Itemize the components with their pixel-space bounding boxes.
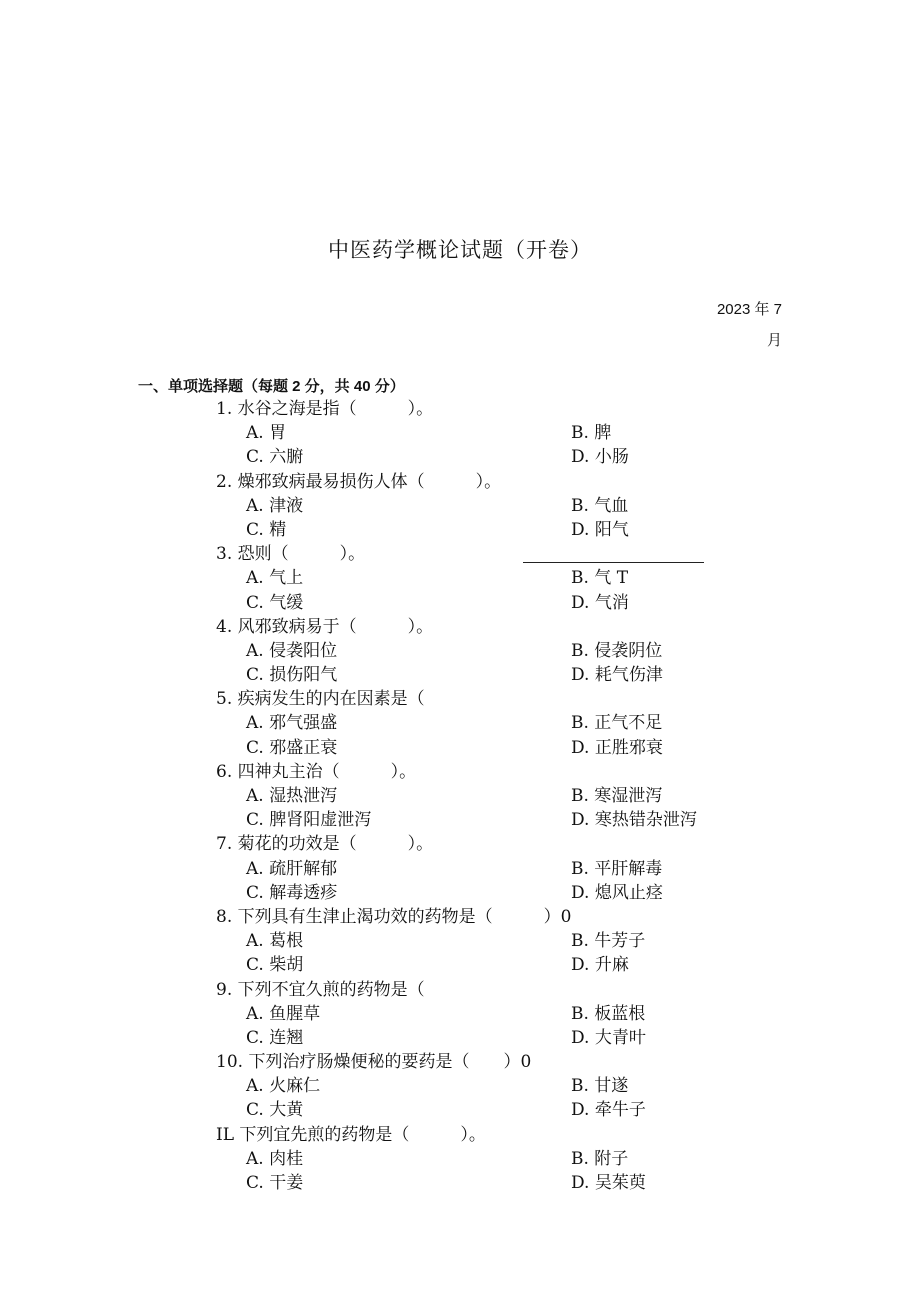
option-row [0, 953, 920, 977]
question-stem [0, 542, 920, 566]
option-a: A. 邪气强盛 [246, 713, 338, 734]
option-row [0, 591, 920, 615]
question-stem [0, 1123, 920, 1147]
question-stem [0, 1050, 920, 1074]
option-b: B. 板蓝根 [571, 1003, 646, 1024]
option-b: B. 脾 [571, 423, 612, 444]
option-d: D. 大青叶 [571, 1027, 646, 1048]
option-c: C. 连翘 [246, 1027, 304, 1048]
option-c: C. 损伤阳气 [246, 665, 338, 686]
question-text: 2. 燥邪致病最易损伤人体（ ）。 [216, 471, 502, 492]
option-row [0, 663, 920, 687]
option-d: D. 升麻 [571, 955, 629, 976]
option-row [0, 518, 920, 542]
option-c: C. 干姜 [246, 1173, 304, 1193]
option-b: B. 气血 [571, 495, 629, 516]
option-row [0, 1002, 920, 1026]
option-row [0, 1098, 920, 1122]
option-a: A. 气上 [246, 568, 304, 589]
question-stem [0, 905, 920, 929]
question-stem [0, 978, 920, 1002]
question-stem [0, 615, 920, 639]
question-text: 9. 下列不宜久煎的药物是（ [216, 979, 425, 1000]
option-d: D. 阳气 [571, 519, 629, 540]
question-text: 7. 菊花的功效是（ ）。 [216, 834, 434, 855]
option-a: A. 火麻仁 [246, 1076, 321, 1097]
option-b: B. 平肝解毒 [571, 858, 663, 879]
option-row [0, 929, 920, 953]
question-text: IL 下列宜先煎的药物是（ ）。 [216, 1124, 486, 1145]
question-text: 6. 四神丸主治（ ）。 [216, 761, 417, 782]
option-row [0, 639, 920, 663]
option-d: D. 寒热错杂泄泻 [571, 810, 697, 831]
option-b: B. 寒湿泄泻 [571, 786, 663, 806]
section-heading: 一、单项选择题（每题 2 分，共 40 分） [138, 378, 405, 395]
option-b: B. 甘遂 [571, 1076, 629, 1097]
option-row [0, 1147, 920, 1171]
option-d: D. 牵牛子 [571, 1100, 646, 1121]
option-row [0, 857, 920, 881]
option-b: B. 气 T [571, 568, 629, 589]
option-d: D. 正胜邪衰 [571, 737, 663, 758]
option-row [0, 711, 920, 735]
question-stem [0, 397, 920, 421]
question-text: 5. 疾病发生的内在因素是（ [216, 689, 425, 710]
question-text: 8. 下列具有生津止渴功效的药物是（ ）0 [216, 906, 572, 927]
option-c: C. 解毒透疹 [246, 882, 338, 903]
question-text: 4. 风邪致病易于（ ）。 [216, 616, 434, 637]
option-b: B. 牛芳子 [571, 931, 646, 952]
option-a: A. 津液 [246, 495, 304, 516]
option-b: B. 侵袭阴位 [571, 640, 663, 661]
date-line-1: 2023 年 7 [716, 301, 782, 318]
option-a: A. 湿热泄泻 [246, 786, 338, 806]
option-d: D. 耗气伤津 [571, 665, 663, 686]
option-row [0, 1171, 920, 1195]
date-line-2: 月 [766, 332, 782, 349]
option-row [0, 784, 920, 808]
option-d: D. 熄风止痉 [571, 882, 663, 903]
option-a: A. 疏肝解郁 [246, 858, 338, 879]
question-list [0, 397, 920, 1195]
option-b: B. 正气不足 [571, 713, 663, 734]
question-stem [0, 470, 920, 494]
exam-date [662, 294, 782, 356]
option-row [0, 1026, 920, 1050]
exam-title: 中医药学概论试题（开卷） [328, 238, 592, 262]
option-d: D. 小肠 [571, 447, 629, 468]
option-c: C. 精 [246, 519, 287, 540]
question-text: 3. 恐则（ ）。 [216, 544, 366, 565]
option-row [0, 421, 920, 445]
option-a: A. 鱼腥草 [246, 1003, 321, 1024]
option-c: C. 大黄 [246, 1100, 304, 1121]
option-row [0, 736, 920, 760]
option-a: A. 肉桂 [246, 1148, 304, 1169]
option-c: C. 邪盛正衰 [246, 737, 338, 758]
option-c: C. 柴胡 [246, 955, 304, 976]
question-stem [0, 832, 920, 856]
option-a: A. 葛根 [246, 931, 304, 952]
option-d: D. 气消 [571, 592, 629, 613]
option-row [0, 808, 920, 832]
question-stem [0, 687, 920, 711]
option-row [0, 566, 920, 590]
option-row [0, 445, 920, 469]
option-c: C. 六腑 [246, 447, 304, 468]
option-row [0, 881, 920, 905]
option-a: A. 胃 [246, 423, 287, 444]
option-row [0, 494, 920, 518]
question-text: 1. 水谷之海是指（ ）。 [216, 399, 434, 419]
option-d: D. 吴茱萸 [571, 1173, 646, 1193]
question-stem [0, 760, 920, 784]
option-row [0, 1074, 920, 1098]
question-text: 10. 下列治疗肠燥便秘的要药是（ ）0 [216, 1052, 532, 1073]
option-b: B. 附子 [571, 1148, 629, 1169]
option-a: A. 侵袭阳位 [246, 640, 338, 661]
option-c: C. 气缓 [246, 592, 304, 613]
option-c: C. 脾肾阳虚泄泻 [246, 810, 372, 831]
